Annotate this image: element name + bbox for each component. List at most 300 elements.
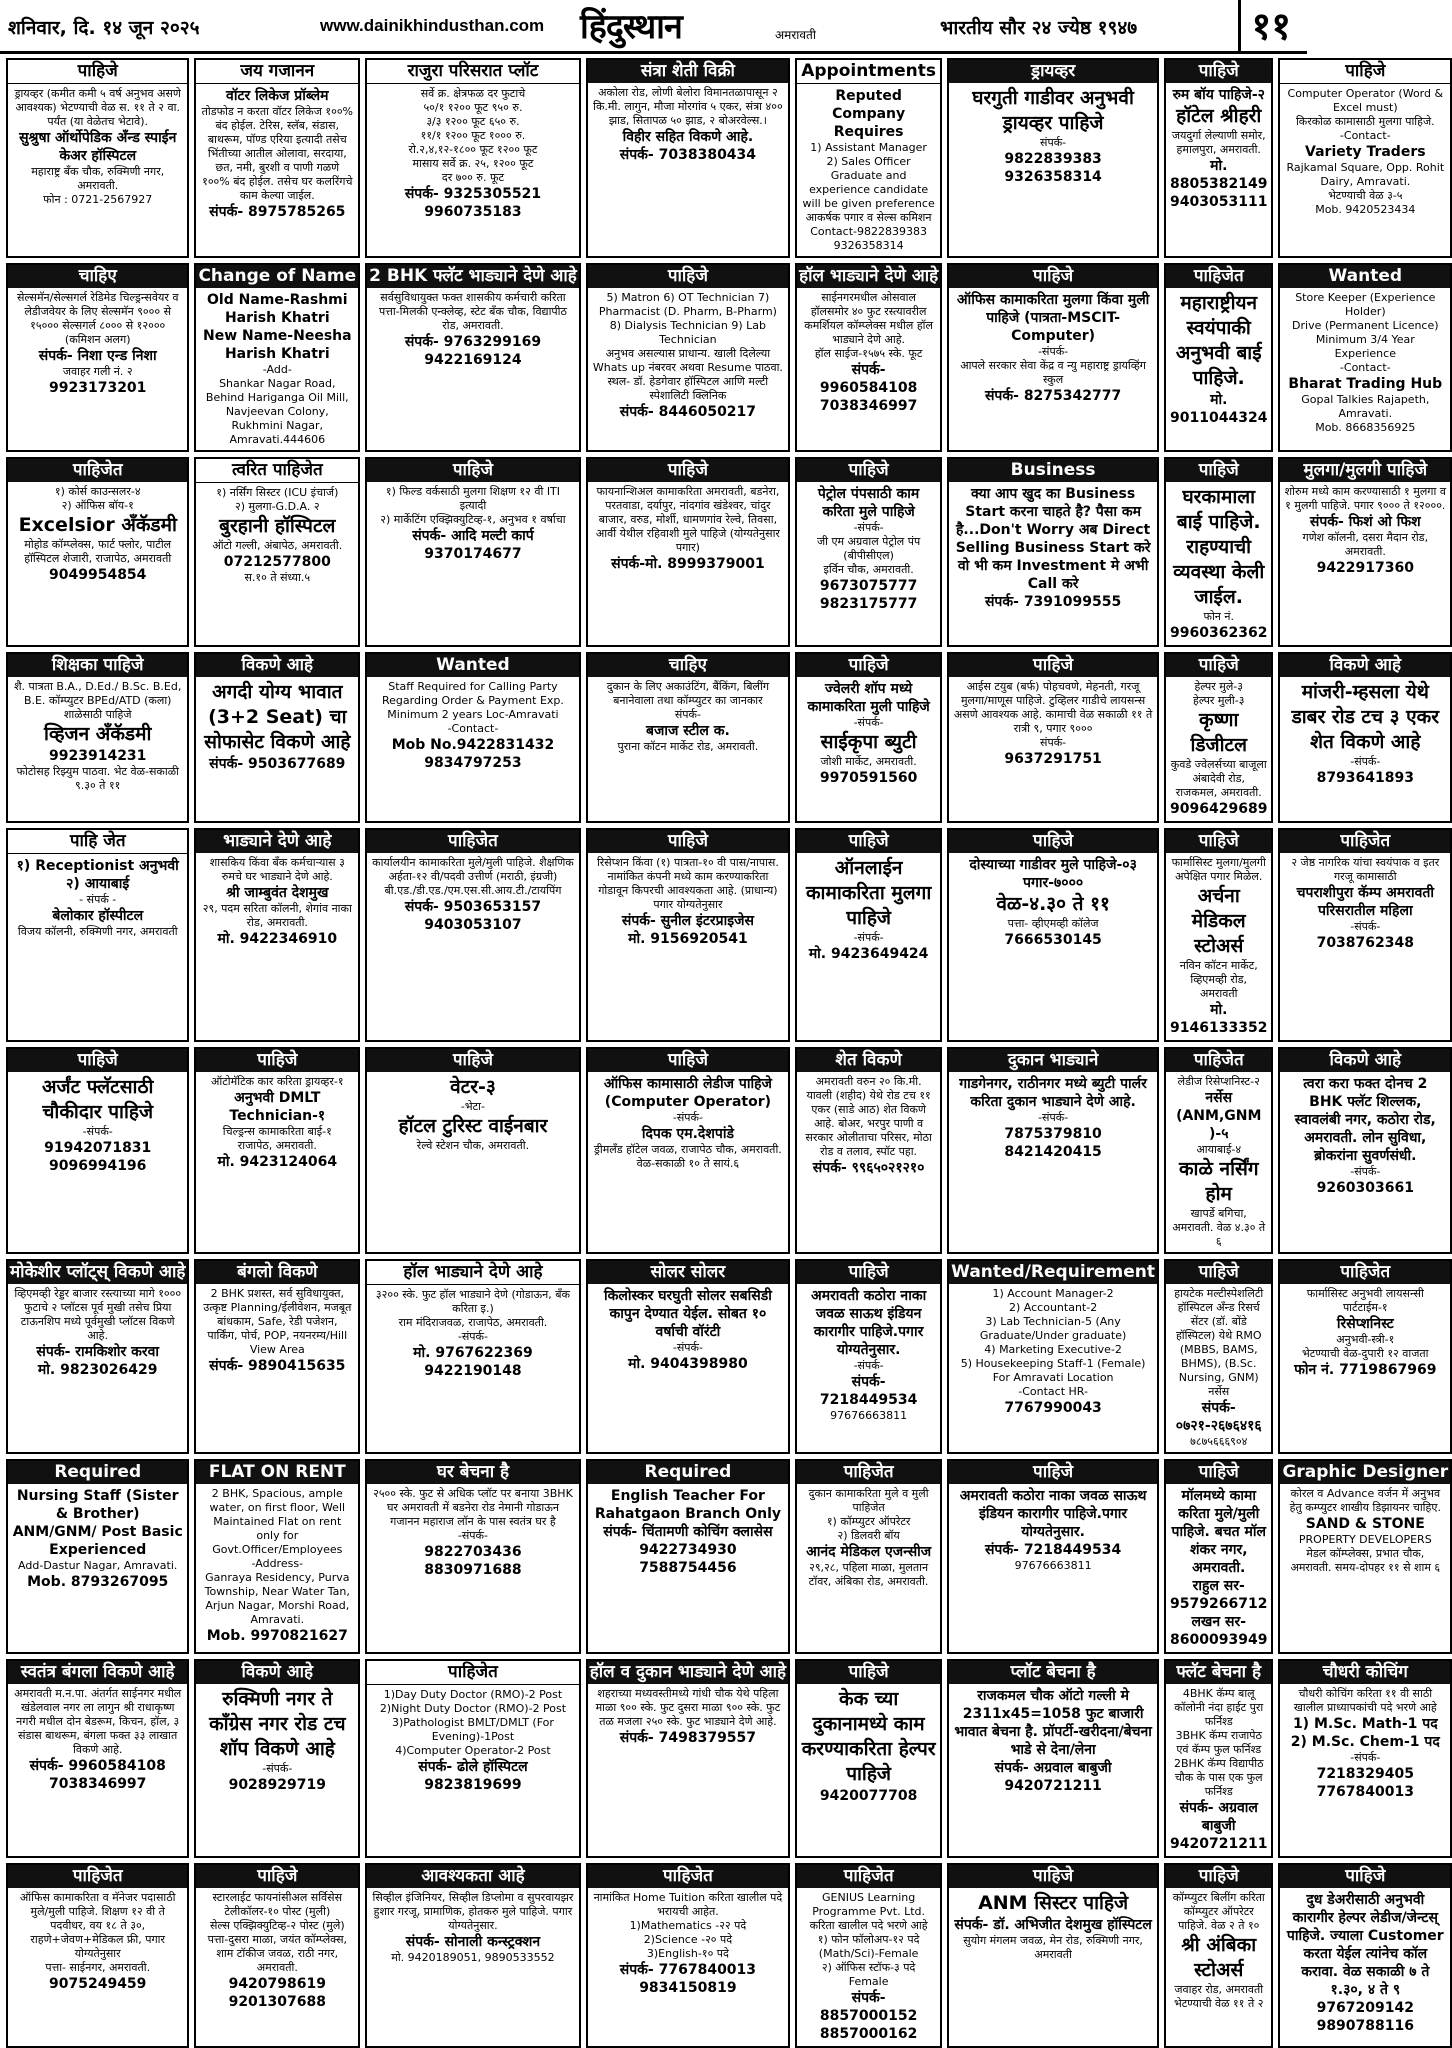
ad-title: चौधरी कोचिंग [1280,1661,1450,1684]
ad-body [1280,1072,1450,1252]
ad-text-line: दुकान के लिए अकाउंटिंग, बैंकिंग, बिलींग बनानेवाला तथा कॉम्प्युटर का जानकार [606,680,770,707]
ad-text-line: संपर्क- 7218449534 [984,1542,1122,1558]
ad-text-line: Graduate and experience candidate will be given preference [802,169,935,210]
ad-body [949,1484,1157,1652]
ad-body [196,1888,358,2046]
ad-text-line: १) नर्सिंग सिस्टर (ICU इंचार्ज) [216,486,339,499]
ad-text-line: -संपर्क- [853,1359,884,1372]
classified-ad [1164,1659,1273,1858]
classified-ad [365,1259,581,1454]
ad-text-line: 1)Mathematics -२२ पदे [629,1919,747,1932]
ad-text-line: Excelsior अँकॅडमी [18,514,177,536]
ad-text-line: संपर्क- रामकिशोर करवा [36,1344,160,1360]
ad-text-line: संपर्क- 8857000152 [819,1990,918,2024]
ad-text-line: विहीर सहित विकणे आहे. [622,129,754,145]
ad-text-line: हेल्पर मुली-३ [1193,694,1245,707]
ad-text-line: संपर्क- 7498379557 [619,1730,757,1746]
ad-text-line: करिता खालील पदे भरणे आहे [809,1919,928,1932]
ad-body [8,1484,187,1652]
ad-text-line: पत्ता-मिलकी एन्क्लेव्ह, स्टेट बँक चौक, विद्यापीठ रोड, अमरावती. [378,305,567,332]
ad-text-line: Rajkamal Square, Opp. Rohit Dairy, Amravati. [1286,161,1445,188]
ad-text-line: संपर्क- सुनील इंटरप्राइजेस [621,913,754,929]
ad-text-line: नामांकित Home Tuition करिता खालील पदे भरायची आहेत. [593,1891,783,1918]
ad-title: संत्रा शेती विक्री [588,60,788,83]
classified-ad [947,1259,1159,1454]
ad-text-line: रुम बॉय पाहिजे-२ [1172,87,1265,103]
ad-title: पाहिजे [949,1865,1157,1888]
ad-title: पाहिजे [949,654,1157,677]
ad-title: मोकेशीर प्लॉट्स् विकणे आहे [10,1262,186,1282]
ad-body [588,1684,788,1856]
ad-text-line: संपर्क- फिशं ओ फिश [1309,514,1421,530]
ad-text-line: -संपर्क- [853,931,884,944]
ad-text-line: 7038762348 [1316,935,1414,951]
classified-ad [6,1659,189,1858]
ad-text-line: सुश्रुषा ऑर्थोपेडिक अँन्ड स्पाईन केअर हॉस्पिटल [19,130,177,164]
ad-text-line: २) आयाबाई [66,876,130,892]
ad-text-line: Drive (Permanent Licence) Minimum 3/4 Year Experience [1292,319,1439,360]
ad-text-line: १) कोर्स काउन्सलर-४ [54,485,141,498]
ad-text-line: तोडफोड न करता वॉटर लिकेज १००% बंद होईल. टेरिस, स्लॅब, संडास, बाथरूम, पॉण्ड एरिया इत्यादी तसेच भिंतीच्या आतील ओलावा, सरदाया, छत, नमी, बुरशी व पाणी गळणे १००% बंद होईल. तसेच घर कलरिंगचे काम केल्या जाईल. [201,105,353,202]
ad-text-line: 9823819699 [424,1777,522,1793]
ad-text-line: 2) Sales Officer [826,155,911,168]
ad-text-line: साईनगरमधील ओसवाल हॉलसमोर ४० फुट रस्त्यावरील कमर्शियल कॉम्प्लेक्स मधील हॉल भाड्याने देणे आहे. [804,291,933,346]
ad-text-line: 8421420415 [1004,1144,1102,1160]
ad-text-line: 9673075777 [819,578,918,594]
ad-text-line: -संपर्क- [672,1341,703,1354]
ad-text-line: अर्जंट फ्लॅटसाठी चौकीदार पाहिजे [42,1076,154,1123]
classified-ad [194,652,360,823]
ad-body [588,1888,788,2046]
ad-body [1280,1684,1450,1856]
ad-body [1280,288,1450,450]
classified-ad [586,1659,790,1858]
classified-ad [1278,1863,1452,2048]
ad-title: पाहिजेत [1280,830,1450,853]
ad-text-line: हायटेक मल्टीस्पेशलिटी हॉस्पिटल अँन्ड रिसर्च सेंटर (डॉ. बोंडे हॉस्पिटल) येथे RMO (MBBS, BAMS, BHMS), (B.Sc. Nursing, GNM) नर्सेस [1174,1287,1264,1398]
classified-ad [6,58,189,258]
ad-text-line: इर्विन चौक, अमरावती. [823,563,914,576]
ad-text-line: अमरावती कठोरा नाका जवळ साऊथ इंडियन कारागीर पाहिजे.पगार योग्यतेनुसार. [811,1288,927,1358]
ad-text-line: 9767209142 [1316,2000,1414,2016]
ad-text-line: अकोला रोड, लोणी बेलोरा विमानतळापासून २ कि.मी. लागुन, मौजा मोरगांव ५ एकर, संत्रा ४०० झाड, सितापळ ५० झाड, २ बोअरवेल्स.। [593,86,783,127]
ad-title: Appointments [797,60,940,84]
ad-title: पाहिजे [588,830,788,853]
ad-text-line: -Contact- [447,722,499,735]
ad-text-line: 9822703436 [424,1544,522,1560]
ad-text-line: कोरल व Advance वर्जन में अनुभव हेतु कम्प्युटर शाखीय डिझायनर चाहिए. [1289,1487,1441,1514]
ad-text-line: टेलीकॉलर-१० पोस्ट (मुली) [224,1905,331,1918]
classified-ad [947,828,1159,1042]
ad-text-line: कार्यालयीन कामाकरिता मुले/मुली पाहिजे. शैक्षणिक अर्हता-१२ वी/पदवी उत्तीर्ण (मराठी, इंग्रजी) बी.एड./डी.एड./एम.एस.सी.आय.टी./टायपिंग [372,856,574,897]
newspaper-logo: हिंदुस्थान [580,7,682,47]
ad-text-line: मो. 9423649424 [808,946,929,962]
ad-text-line: 9028929719 [228,1777,326,1793]
ad-text-line: फायनान्शिअल कामाकरिता अमरावती, बडनेरा, परतवाडा, दर्यापुर, नांदगांव खंडेश्वर, चांदुर बाजार, वरुड, मोर्शी, धामणगांव रेल्वे, तिवसा, आर्वी येथील रहिवाशी मुले पाहिजे (योग्यतेनुसार पगार) [595,485,780,554]
ad-title: सोलर सोलर [588,1261,788,1284]
ad-title: हॉल भाड्याने देणे आहे [367,1261,579,1285]
ad-text-line: -भेटा- [460,1100,485,1113]
ad-text-line: हेल्पर मुले-३ [1194,680,1243,693]
classified-ad [1164,263,1273,452]
classified-ads-grid [6,58,1449,2042]
ad-title: पाहिजेत [1280,1261,1450,1284]
ad-body [588,83,788,256]
ad-text-line: संपर्क- [1040,736,1067,749]
ad-text-line: मेडल कॉम्प्लेक्स, प्रभात चौक, अमरावती. समय-दोपहर ११ से शाम ६ [1290,1547,1441,1574]
ad-text-line: संपर्क- निशा एन्ड निशा [38,348,157,364]
ad-text-line: अनुभव असल्यास प्राधान्य. खाली दिलेल्या Whats up नंबरवर अथवा Resume पाठवा. [592,347,783,374]
ad-body [1280,84,1450,256]
ad-text-line: ५०/१ १२०० फूट ९५० रु. [423,101,523,114]
classified-ad [795,1047,942,1254]
ad-text-line: 2 BHK, Spacious, ample water, on first floor, Well Maintained Flat on rent only for Govt.Officer/Employees [209,1487,346,1556]
issue-date: शनिवार, दि. १४ जून २०२५ [8,17,200,39]
ad-title: पाहिजे [797,654,940,677]
ad-text-line: -संपर्क- [457,1529,488,1542]
ad-text-line: फोन : 0721-2567927 [43,193,153,206]
ad-body [797,84,940,256]
classified-ad [6,1863,189,2048]
ad-text-line: २) मुलगा-G.D.A. २ [235,500,320,513]
ad-text-line: २५०० स्के. फुट से अधिक प्लॉट पर बनाया 3BHK घर अमरावती में बडनेरा रोड नेमानी गोडाऊन गजानन महाराज लॉन के पास स्वतंत्र घर है [373,1487,573,1528]
classified-ad [1278,263,1452,452]
ad-text-line: व्हिएमव्ही रेड्डर बाजार रस्त्याच्या मागे १००० फुटाचे २ प्लॉटस पूर्व मुखी तसेच प्रिया टाऊनशिप मध्ये पूर्वमुखी प्लॉटस विकणे आहे. [14,1287,182,1342]
ad-body [367,1072,579,1252]
ad-text-line: ड्रायव्हर (कमीत कमी ५ वर्ष अनुभव असणे आवश्यक) भेटण्याची वेळ स. ११ ते २ वा. पर्यंत (या वेळेतच भेटावे). [14,87,181,128]
ad-body [797,482,940,645]
ad-title: पाहिजे [949,1461,1157,1484]
ad-text-line: 3)English-१० पदे [646,1947,729,1960]
classified-ad [1164,828,1273,1042]
ad-title: पाहिजे [797,830,940,853]
ad-title: Wanted [367,654,579,677]
ad-text-line: सर्वे क्र. क्षेत्रफळ दर फुटाचे [420,87,526,100]
ad-text-line: जवाहर गली नं. २ [62,365,133,378]
ad-text-line: 2) M.Sc. Chem-1 पद [1290,1734,1440,1750]
ad-text-line: दर ७०० रु. फूट [441,171,504,184]
ad-body [949,1072,1157,1252]
ad-body [367,1685,579,1856]
ad-text-line: संपर्क- 7767840013 [619,1962,757,1978]
ad-text-line: -संपर्क- [1350,755,1381,768]
ad-title: जय गजानन [196,60,358,84]
ad-text-line: गणेश कॉलनी, दसरा मैदान रोड, अमरावती. [1302,531,1429,558]
ad-text-line: महाराष्ट्र बँक चौक, रुक्मिणी नगर, अमरावती. [31,165,165,192]
ad-text-line: 8830971688 [424,1562,522,1578]
ad-text-line: 9420721211 [1170,1836,1268,1852]
classified-ad [586,1459,790,1654]
ad-text-line: जवाहर रोड, अमरावती [1174,1983,1264,1996]
ad-body [797,677,940,821]
ad-text-line: 97676663811 [1014,1559,1092,1572]
ad-text-line: 07212577800 [223,554,331,570]
ad-title: पाहिजे [367,1049,579,1072]
ad-text-line: 7588754456 [639,1560,737,1576]
ad-body [588,853,788,1040]
ad-body [949,482,1157,645]
ad-text-line: संपर्क- 8975785265 [209,204,346,220]
ad-text-line: संपर्क- 7218449534 [819,1374,918,1408]
ad-text-line: संपर्क- चिंतामणी कोचिंग क्लासेस [603,1524,773,1540]
classified-ad [947,1047,1159,1254]
ad-text-line: Shankar Nagar Road, Behind Hariganga Oil Mill, Navjeevan Colony, Rukhmini Nagar, Amravati.444606 [205,377,349,446]
ad-text-line: 8857000162 [819,2026,918,2042]
ad-body [367,288,579,450]
ad-title: पाहिजे [1166,1865,1271,1888]
ad-body [797,1484,940,1652]
classified-ad [1278,58,1452,258]
ad-title: पाहिजेत [367,830,579,853]
ad-text-line: दुकान कामाकरिता मुले व मुली पाहिजेत [808,1487,929,1514]
ad-body [588,1484,788,1652]
ad-title: भाड्याने देणे आहे [196,830,358,853]
classified-ad [1278,828,1452,1042]
classified-ad [365,1459,581,1654]
classified-ad [365,1863,581,2048]
ad-text-line: अर्चना मेडिकल स्टोअर्स [1191,885,1246,957]
ad-title: राजुरा परिसरात प्लॉट [367,60,579,84]
ad-title: पाहिजे [797,1661,940,1684]
ad-text-line: 97676663811 [830,1409,908,1422]
ad-text-line: २९, पदम सरिता कॉलनी, शेगांव नाका रोड, अमरावती. [202,902,352,929]
ad-text-line: 9403053107 [424,917,522,933]
ad-text-line: राजापेठ, अमरावती. [237,1139,317,1152]
ad-body [1280,1284,1450,1452]
ad-text-line: किलोस्कर घरघुती सोलर सबसिडी कापुन देण्यात येईल. सोबत १० वर्षाची वॉरंटी [603,1288,772,1340]
ad-text-line: 7767840013 [1316,1784,1414,1800]
ad-text-line: Contact-9822839383 [810,225,927,238]
ad-text-line: आकर्षक पगार व सेल्स कमिशन [805,211,932,224]
classified-ad [947,58,1159,258]
page-header [0,0,1307,54]
ad-text-line: 9201307688 [228,1994,326,2010]
ad-text-line: शासकिय किंवा बँक कर्मचाऱ्यास ३ रुमचे घर भाड्याने देणे आहे. [209,856,345,883]
ad-body [367,677,579,821]
ad-text-line: जी एम अग्रवाल पेट्रोल पंप (बीपीसीएल) [816,535,921,562]
ad-text-line: ANM सिस्टर पाहिजे [978,1892,1129,1914]
ad-body [949,288,1157,450]
ad-body [367,84,579,256]
classified-ad [194,1259,360,1454]
ad-body [949,1684,1157,1856]
ad-text-line: 9960735183 [424,204,522,220]
ad-title: पाहिजे [196,1049,358,1072]
ad-text-line: Bharat Trading Hub [1288,376,1443,392]
classified-ad [947,457,1159,647]
ad-text-line: अगदी योग्य भावात (3+2 Seat) चा सोफासेट विकणे आहे [204,681,351,753]
ad-text-line: संपर्क- ०७२१-२६७६४१६ [1175,1400,1262,1434]
classified-ad [194,263,360,452]
ad-title: मुलगा/मुलगी पाहिजे [1280,459,1450,482]
ad-title: फ्लॅट बेचना है [1166,1661,1271,1684]
ad-text-line: Old Name-Rashmi Harish Khatri [207,292,348,326]
ad-text-line: बुरहानी हॉस्पिटल [219,515,336,537]
ad-title: Graphic Designer [1282,1462,1449,1482]
ad-text-line: रुक्मिणी नगर ते काँग्रेस नगर रोड टच शॉप विकणे आहे [209,1688,346,1760]
ad-text-line: New Name-Neesha Harish Khatri [203,328,352,362]
classified-ad [6,1259,189,1454]
ad-text-line: कॉम्प्युटर बिलींग करिता कॉम्प्युटर ऑपरेटर पाहिजे. वेळ २ ते १० [1172,1891,1265,1932]
classified-ad [6,652,189,823]
ad-title: स्वतंत्र बंगला विकणे आहे [8,1661,187,1684]
ad-text-line: ड्रीमलँड हॉटेल जवळ, राजापेठ चौक, अमरावती. [594,1143,782,1156]
ad-title: आवश्यकता आहे [367,1865,579,1888]
ad-text-line: संपर्क- 8275342777 [984,388,1122,404]
ad-text-line: शोरुम मध्ये काम करण्यासाठी १ मुलगा व १ मुलगी पाहिजे. पगार ९००० ते १२०००. [1284,485,1446,512]
classified-ad [1164,1047,1273,1254]
ad-text-line: मो. 9823026429 [37,1362,158,1378]
ad-text-line: 9834797253 [424,755,522,771]
ad-body [8,84,187,256]
ad-text-line: पत्ता- व्हीएमव्ही कॉलेज [1007,917,1099,930]
classified-ad [1278,1659,1452,1858]
ad-text-line: 9960362362 [1170,625,1268,641]
ad-text-line: स्थल- डॉ. हेडगेवार हॉस्पिटल आणि मल्टी स्पेशालिटी क्लिनिक [607,375,769,402]
classified-ad [947,1459,1159,1654]
ad-text-line: 4BHK कॅम्प बालू कॉलोनी नंदा हाईट पुरा फर्निश्ड [1174,1687,1264,1728]
ad-text-line: मो. 9156920541 [628,931,748,947]
saka-date: भारतीय सौर २४ ज्येष्ठ १९४७ [940,17,1138,39]
classified-ad [6,1459,189,1654]
ad-body [367,482,579,645]
ad-text-line: -Add- [262,363,292,376]
ad-text-line: २) मार्केटिंग एक्झिक्युटिव्ह-१, अनुभव १ वर्षाचा [380,513,566,526]
classified-ad [795,828,942,1042]
ad-text-line: फोटोसह रिझ्युम पाठवा. भेट वेळ-सकाळी ९.३० ते ११ [16,765,179,792]
website-link[interactable]: www.dainikhindusthan.com [320,16,545,35]
ad-text-line: श्री जाम्बुवंत देशमुख [226,885,329,901]
ad-text-line: शै. पात्रता B.A., D.Ed./ B.Sc. B.Ed, B.E. कॉम्प्युटर BPEd/ATD (कला) शाळेसाठी पाहिजे [14,680,182,721]
ad-text-line: -संपर्क- [672,1111,703,1124]
ad-text-line: संपर्क- ९९६५०२१२१० [812,1160,925,1176]
ad-title: Business [949,459,1157,482]
ad-text-line: लेडीज रिसेप्शनिस्ट-२ [1177,1075,1260,1088]
ad-text-line: रेल्वे स्टेशन चौक, अमरावती. [416,1139,530,1152]
ad-text-line: संपर्क- 9763299169 [404,334,542,350]
ad-text-line: ऑटोमॅटिक कार करिता ड्रायव्हर-१ [211,1075,344,1088]
classified-ad [1278,1259,1452,1454]
ad-text-line: 9420077708 [819,1788,918,1804]
ad-text-line: ७८७५६६६९०४ [1190,1435,1248,1448]
ad-text-line: सेल्समॅन/सेल्सगर्ल रेडिमेड चिल्ड्रन्सवेयर व लेडीजवेयर के लिए सेल्समॅन ९००० से १५००० सेल्सगर्ल ८००० से १२००० (कमिशन अलग) [16,291,179,346]
ad-title: Required [8,1461,187,1484]
ad-text-line: -Contact- [1339,129,1391,142]
ad-text-line: -संपर्क- [1038,1111,1069,1124]
ad-text-line: 9260303661 [1316,1180,1414,1196]
ad-text-line: संपर्क- डॉ. अभिजीत देशमुख हॉस्पिटल [954,1917,1152,1933]
ad-body [949,853,1157,1040]
ad-text-line: हॉल साईज-१५७५ स्के. फूट [814,347,923,360]
ad-title: विकणे आहे [1280,1049,1450,1072]
ad-text-line: Mob. 8668356925 [1315,421,1416,434]
ad-text-line: हॉटेल श्रीहरी [1176,105,1262,127]
ad-text-line: -संपर्क- [82,1125,113,1138]
classified-ad [1278,652,1452,823]
classified-ad [795,263,942,452]
ad-body [797,1072,940,1252]
classified-ad [1278,457,1452,647]
ad-text-line: आईस टयुब (बर्फ) पोहचवणे, मेहनती, गरजू मुलगा/माणूस पाहिजे. टुव्हिलर गाडीचे लायसन्स असणे आवश्यक आहे. कामाची वेळ सकाळी ११ ते रात्री ९, पगार ९००० [953,680,1153,735]
ad-text-line: ज्वेलरी शॉप मध्ये कामाकरिता मुली पाहिजे [807,681,930,715]
classified-ad [6,457,189,647]
ad-text-line: Store Keeper (Experience Holder) [1295,291,1436,318]
classified-ad [795,1863,942,2048]
ad-text-line: Mob. 8793267095 [27,1574,169,1590]
ad-title: पाहिजेत [1166,265,1271,288]
ad-text-line: 9194207183​1 [44,1140,152,1156]
ad-text-line: ऑफिस कामाकरिता मुलगा किंवा मुली पाहिजे (पात्रता-MSCIT-Computer) [956,292,1150,344]
ad-title: पाहिजे [1166,1461,1271,1484]
ad-text-line: चिल्ड्रन्स कामाकरिता बाई-१ [222,1125,332,1138]
ad-title: पाहिजे [1166,654,1271,677]
ad-text-line: -संपर्क- [853,716,884,729]
ad-body [949,677,1157,821]
ad-title: FLAT ON RENT [196,1461,358,1484]
classified-ad [795,58,942,258]
ad-text-line: किरकोळ कामासाठी मुलगा पाहिजे. [1295,115,1435,128]
ad-text-line: Computer Operator (Word & Excel must) [1287,87,1444,114]
classified-ad [365,1659,581,1858]
ad-text-line: मो. 9146133352 [1170,1002,1268,1036]
classified-ad [1164,1459,1273,1654]
ad-body [1166,288,1271,450]
ad-text-line: वॉटर लिकेज प्रॉब्लेम [226,88,329,104]
ad-title: पाहिजे [196,1865,358,1888]
classified-ad [365,652,581,823]
ad-text-line: 9637291751 [1004,751,1102,767]
ad-body [1166,83,1271,256]
ad-text-line: 9422169124 [424,352,522,368]
ad-text-line: -Contact HR- [1018,1385,1088,1398]
ad-text-line: 4)Computer Operator-2 Post [395,1744,551,1757]
ad-body [196,1484,358,1652]
ad-text-line: जोशी मार्केट, अमरावती. [820,755,917,768]
ad-text-line: English Teacher For Rahatgaon Branch Only [594,1488,781,1522]
ad-text-line: 9420798619 [228,1976,326,1992]
ad-text-line: -संपर्क- [457,1330,488,1343]
ad-text-line: भेटण्याची वेळ-दुपारी १२ वाजता [1302,1347,1429,1360]
ad-title: पाहिजे [588,1049,788,1072]
ad-text-line: Gopal Talkies Rajapeth, Amravati. [1301,393,1430,420]
ad-text-line: 9422734930 [639,1542,737,1558]
ad-text-line: घरकामाला बाई पाहिजे. राहण्याची व्यवस्था केली जाईल. [1173,486,1265,608]
ad-title: दुकान भाड्याने [949,1049,1157,1072]
ad-title: Wanted/Requirement [951,1262,1156,1282]
ad-body [196,853,358,1040]
ad-text-line: 9370174677 [424,546,522,562]
ad-body [1280,853,1450,1040]
ad-text-line: मो. 9767622369 [413,1345,533,1361]
ad-body [588,482,788,645]
ad-text-line: पत्ता- साईनगर, अमरावती. [45,1961,151,1974]
ad-text-line: 9049954854 [49,567,147,583]
ad-body [8,1684,187,1856]
ad-text-line: गाडगेनगर, राठीनगर मध्ये ब्युटी पार्लर करिता दुकान भाड्याने देणे आहे. [959,1076,1147,1110]
ad-title: चाहिए [588,654,788,677]
ad-text-line: वेळ-४.३० ते ११ [996,893,1110,915]
ad-text-line: 9075249459 [49,1976,147,1992]
ad-text-line: 9422190148 [424,1363,522,1379]
ad-body [588,1072,788,1252]
ad-text-line: -संपर्क- [1038,345,1069,358]
ad-title: Required [588,1461,788,1484]
ad-text-line: 9420721211 [1004,1778,1102,1794]
ad-text-line: काळे नर्सिंग होम [1178,1158,1259,1205]
ad-text-line: २) ऑफिस बॉय-१ [61,499,134,512]
ad-text-line: -Address- [251,1557,304,1570]
ad-title: पाहिजे [1280,1865,1450,1888]
